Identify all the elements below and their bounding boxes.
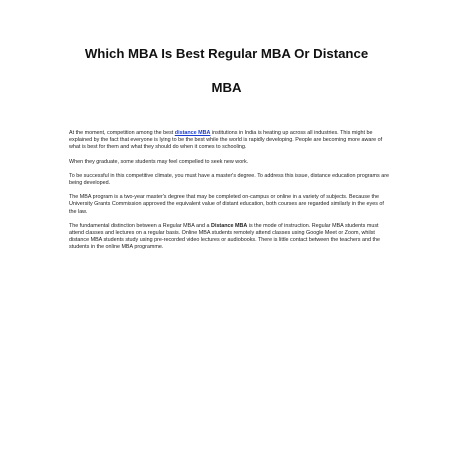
paragraph-1-text-before-link: At the moment, competition among the best [69, 130, 175, 136]
distance-mba-link[interactable]: distance MBA [174, 130, 211, 136]
paragraph-2: When they graduate, some students may feel compelled to seek new work. [69, 158, 249, 165]
document-body [69, 130, 391, 259]
paragraph-5 [69, 223, 391, 252]
paragraph-5-text-before-bold: The fundamental distinction between a Regular MBA and a [69, 222, 212, 229]
paragraph-3: To be successful in this competitive climate, you must have a master's degree. To address this issue, distance education programs are being developed. [69, 172, 390, 187]
paragraph-1 [69, 130, 391, 152]
paragraph-1-text-after-link: institutions in India is heating up across all industries. This might be explained by the fact that everyone is lying to be the best while the world is rapidly developing. People are becoming more aware of what is best for them and what they should do when it comes to schooling. [69, 130, 383, 151]
paragraph-4: The MBA program is a two-year master's degree that may be completed on-campus or online in a variety of subjects. Because the University Grants Commission approved the equivalent value of distant education, both courses are regarded similarly in the eyes of the law. [69, 194, 384, 215]
document-title-line-2: MBA [211, 80, 242, 95]
paragraph-5-text-after-bold: is the mode of instruction. Regular MBA students must attend classes and lectures on a regular basis. Online MBA students remotely attend classes using Google Meet or Zoom, whilst distance MBA students study using pre-recorded video lectures or audiobooks. There is little contact between the teachers and the students in the online MBA programme. [69, 222, 380, 251]
distance-mba-bold-text: Distance MBA [211, 222, 248, 229]
document-title-line-1: Which MBA Is Best Regular MBA Or Distance [84, 46, 369, 61]
